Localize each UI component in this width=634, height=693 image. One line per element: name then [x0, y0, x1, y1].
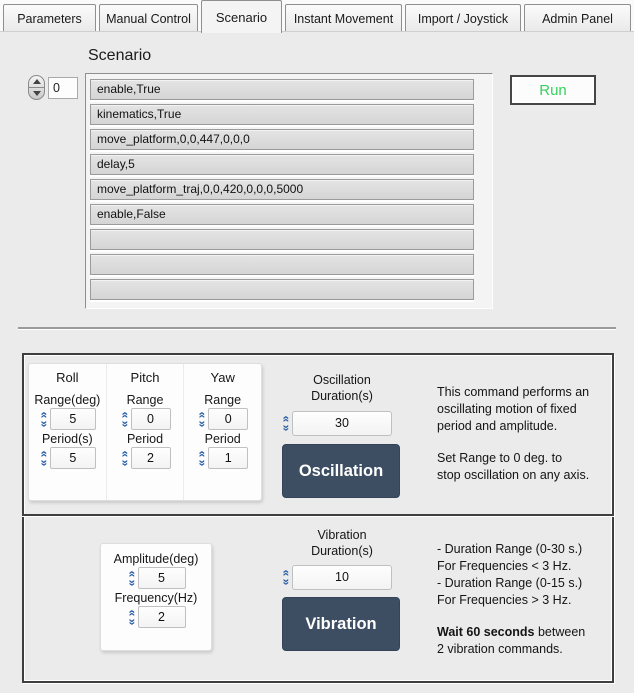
pitch-period-label: Period [126, 432, 164, 446]
oscillation-button[interactable]: Oscillation [282, 444, 400, 498]
frequency-spinner [127, 606, 186, 628]
pitch-period-spinner [120, 447, 171, 469]
index-value-field[interactable]: 0 [48, 77, 78, 99]
section-divider [18, 327, 616, 330]
triangle-up-icon [33, 79, 41, 84]
vibration-info-text [437, 541, 622, 658]
frequency-label: Frequency(Hz) [114, 591, 198, 605]
info-line: - Duration Range (0-30 s.) [437, 542, 583, 556]
roll-column [29, 364, 106, 500]
chevron-down-icon[interactable] [41, 459, 48, 467]
roll-period-label: Period(s) [41, 432, 93, 446]
info-line: - Duration Range (0-15 s.) [437, 576, 583, 590]
yaw-column [183, 364, 261, 500]
chevron-down-icon[interactable] [122, 459, 129, 467]
roll-period-field[interactable]: 5 [50, 447, 96, 469]
tab-import-joystick[interactable]: Import / Joystick [405, 4, 521, 32]
spinner-arrows [39, 411, 50, 428]
yaw-period-spinner [197, 447, 248, 469]
oscillation-duration-spinner [281, 411, 392, 436]
chevron-down-icon[interactable] [199, 420, 206, 428]
yaw-label: Yaw [210, 370, 235, 385]
oscillation-duration-label-line2: Duration(s) [311, 389, 373, 403]
index-increment-button[interactable] [29, 76, 44, 88]
vibration-button[interactable]: Vibration [282, 597, 400, 651]
chevron-up-icon[interactable] [199, 411, 206, 419]
roll-range-spinner [39, 408, 96, 430]
amplitude-label: Amplitude(deg) [113, 552, 199, 566]
chevron-up-icon[interactable] [129, 570, 136, 578]
yaw-range-label: Range [204, 393, 242, 407]
triangle-down-icon [33, 91, 41, 96]
warning-rest-text: between [534, 625, 586, 639]
warning-bold-text: Wait 60 seconds [437, 625, 535, 639]
scenario-command-list [85, 73, 493, 309]
chevron-up-icon[interactable] [41, 411, 48, 419]
oscillation-duration-field[interactable]: 30 [292, 411, 392, 436]
tab-manual-control[interactable]: Manual Control [99, 4, 198, 32]
chevron-down-icon[interactable] [41, 420, 48, 428]
vibration-warning-line [437, 624, 622, 641]
spinner-arrows [120, 411, 131, 428]
index-decrement-button[interactable] [29, 88, 44, 99]
pitch-range-label: Range [126, 393, 164, 407]
chevron-up-icon[interactable] [283, 569, 290, 577]
spinner-arrows [197, 411, 208, 428]
info-line: oscillating motion of fixed [437, 402, 577, 416]
yaw-range-spinner [197, 408, 248, 430]
run-button[interactable]: Run [510, 75, 596, 105]
tab-bar [0, 0, 634, 31]
scenario-index-control [28, 75, 78, 100]
spinner-arrows [39, 450, 50, 467]
spinner-arrows [281, 415, 292, 432]
chevron-up-icon[interactable] [199, 450, 206, 458]
command-row[interactable] [90, 229, 474, 250]
scenario-heading: Scenario [88, 47, 152, 64]
info-line: For Frequencies > 3 Hz. [437, 593, 572, 607]
vibration-duration-label [282, 527, 402, 559]
command-row[interactable] [90, 279, 474, 300]
pitch-range-spinner [120, 408, 171, 430]
command-row[interactable]: enable,False [90, 204, 474, 225]
command-row[interactable]: enable,True [90, 79, 474, 100]
chevron-up-icon[interactable] [122, 450, 129, 458]
chevron-down-icon[interactable] [283, 578, 290, 586]
info-line: period and amplitude. [437, 419, 558, 433]
chevron-up-icon[interactable] [41, 450, 48, 458]
roll-label: Roll [56, 370, 79, 385]
command-row[interactable]: move_platform,0,0,447,0,0,0 [90, 129, 474, 150]
info-gap [437, 609, 622, 624]
tab-parameters[interactable]: Parameters [3, 4, 96, 32]
pitch-range-field[interactable]: 0 [131, 408, 171, 430]
roll-pitch-yaw-panel [28, 363, 262, 501]
info-line: For Frequencies < 3 Hz. [437, 559, 572, 573]
info-line: This command performs an [437, 385, 590, 399]
tab-instant-movement[interactable]: Instant Movement [285, 4, 402, 32]
scenario-tab-page [0, 31, 634, 693]
spinner-arrows [120, 450, 131, 467]
roll-range-label: Range(deg) [34, 393, 101, 407]
pitch-period-field[interactable]: 2 [131, 447, 171, 469]
spinner-arrows [281, 569, 292, 586]
command-row[interactable]: delay,5 [90, 154, 474, 175]
oscillation-duration-label-line1: Oscillation [313, 373, 371, 387]
vibration-duration-label-line2: Duration(s) [311, 544, 373, 558]
command-row[interactable]: kinematics,True [90, 104, 474, 125]
command-row[interactable] [90, 254, 474, 275]
yaw-period-label: Period [204, 432, 241, 446]
tab-admin-panel[interactable]: Admin Panel [524, 4, 631, 32]
index-spinner [28, 75, 45, 100]
yaw-range-field[interactable]: 0 [208, 408, 248, 430]
pitch-column [106, 364, 184, 500]
frequency-field[interactable]: 2 [138, 606, 186, 628]
chevron-up-icon[interactable] [122, 411, 129, 419]
roll-period-spinner [39, 447, 96, 469]
chevron-down-icon[interactable] [199, 459, 206, 467]
yaw-period-field[interactable]: 1 [208, 447, 248, 469]
pitch-label: Pitch [130, 370, 160, 385]
oscillation-vibration-divider [22, 514, 614, 516]
vibration-duration-label-line1: Vibration [317, 528, 367, 542]
info-line: stop oscillation on any axis. [437, 468, 590, 482]
vibration-duration-field[interactable]: 10 [292, 565, 392, 590]
chevron-up-icon[interactable] [129, 609, 136, 617]
chevron-down-icon[interactable] [129, 579, 136, 587]
spinner-arrows [127, 609, 138, 626]
spinner-arrows [127, 570, 138, 587]
roll-range-field[interactable]: 5 [50, 408, 96, 430]
amplitude-spinner [127, 567, 186, 589]
command-row[interactable]: move_platform_traj,0,0,420,0,0,0,5000 [90, 179, 474, 200]
chevron-down-icon[interactable] [283, 424, 290, 432]
chevron-down-icon[interactable] [122, 420, 129, 428]
amplitude-field[interactable]: 5 [138, 567, 186, 589]
oscillation-info-text [437, 384, 622, 484]
chevron-up-icon[interactable] [283, 415, 290, 423]
vibration-duration-spinner [281, 565, 392, 590]
info-line: Set Range to 0 deg. to [437, 451, 563, 465]
oscillation-duration-label [282, 372, 402, 404]
amplitude-frequency-panel [100, 543, 212, 651]
info-gap [437, 435, 622, 450]
spinner-arrows [197, 450, 208, 467]
tab-scenario[interactable]: Scenario [201, 0, 282, 33]
chevron-down-icon[interactable] [129, 618, 136, 626]
warning-line2: 2 vibration commands. [437, 642, 563, 656]
